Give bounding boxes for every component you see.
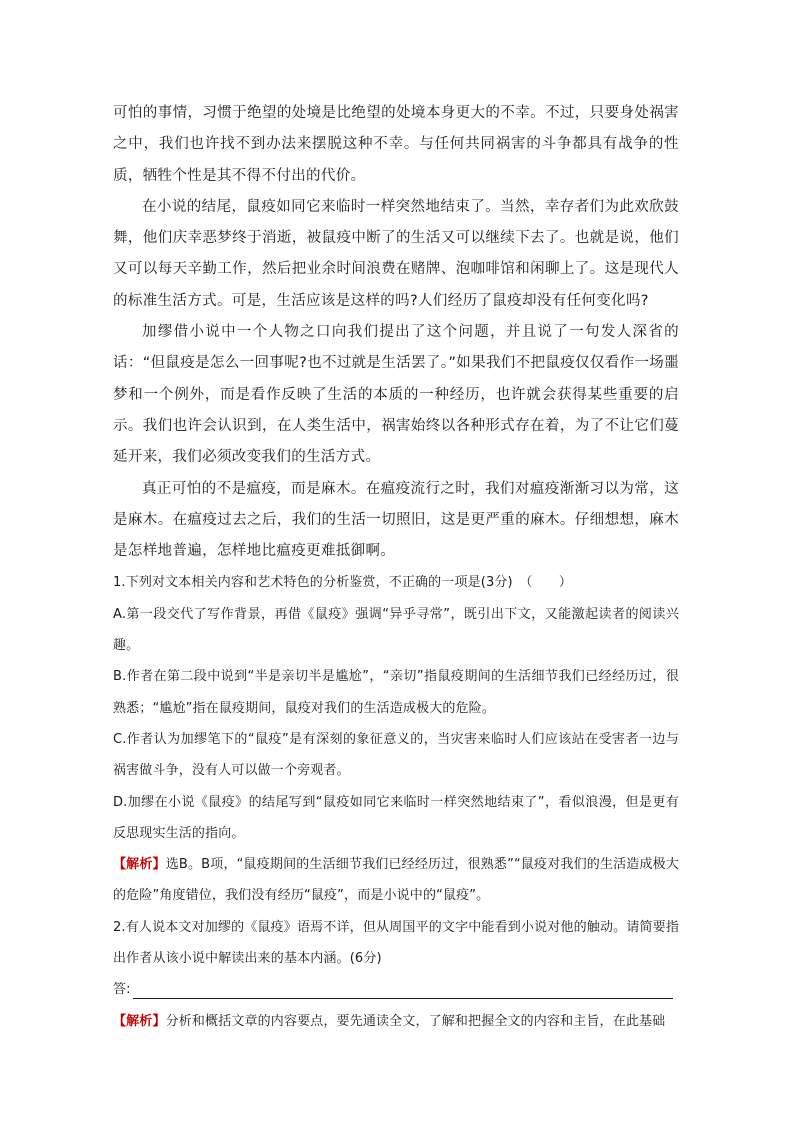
analysis-text: 选B。B项，“鼠疫期间的生活细节我们已经经历过，很熟悉”“鼠疫对我们的生活造成极大的危险”角度错位，我们没有经历“鼠疫”，而是小说中的“鼠疫”。 bbox=[113, 857, 679, 904]
article-paragraph-3: 加缪借小说中一个人物之口向我们提出了这个问题，并且说了一句发人深省的话：“但鼠疫是怎么一回事呢?也不过就是生活罢了。”如果我们不把鼠疫仅仅看作一场噩梦和一个例外，而是看作反映了生活的本质的一种经历，也许就会获得某些重要的启示。我们也许会认识到，在人类生活中，祸害始终以各种形式存在着，为了不让它们蔓延开来，我们必须改变我们的生活方式。 bbox=[113, 324, 679, 466]
document-body bbox=[113, 98, 679, 1037]
question-1-stem: 1.下列对文本相关内容和艺术特色的分析鉴赏，不正确的一项是(3分) （ ） bbox=[113, 575, 573, 591]
question-2-analysis bbox=[113, 1006, 679, 1037]
article-paragraph-1: 可怕的事情，习惯于绝望的处境是比绝望的处境本身更大的不幸。不过，只要身处祸害之中，我们也许找不到办法来摆脱这种不幸。与任何共同祸害的斗争都具有战争的性质，牺牲个性是其不得不付出的代价。 bbox=[113, 105, 679, 184]
article-paragraph-2: 在小说的结尾，鼠疫如同它来临时一样突然地结束了。当然，幸存者们为此欢欣鼓舞，他们庆幸恶梦终于消逝，被鼠疫中断了的生活又可以继续下去了。也就是说，他们又可以每天辛勤工作，然后把业余时间浪费在赌牌、泡咖啡馆和闲聊上了。这是现代人的标准生活方式。可是，生活应该是这样的吗?人们经历了鼠疫却没有任何变化吗? bbox=[113, 198, 679, 309]
analysis-tag: 【解析】 bbox=[113, 857, 166, 873]
article-paragraph-4: 真正可怕的不是瘟疫，而是麻木。在瘟疫流行之时，我们对瘟疫渐渐习以为常，这是麻木。在瘟疫过去之后，我们的生活一切照旧，这是更严重的麻木。仔细想想，麻木是怎样地普遍，怎样地比瘟疫更难抵御啊。 bbox=[113, 480, 679, 560]
question-1-option-c: C.作者认为加缪笔下的“鼠疫”是有深刻的象征意义的，当灾害来临时人们应该站在受害者一边与祸害做斗争，没有人可以做一个旁观者。 bbox=[113, 731, 679, 779]
question-1-option-d: D.加缪在小说《鼠疫》的结尾写到“鼠疫如同它来临时一样突然地结束了”，看似浪漫，但是更有反思现实生活的指向。 bbox=[113, 794, 679, 841]
question-1-option-a: A.第一段交代了写作背景，再借《鼠疫》强调“异乎寻常”，既引出下文，又能激起读者的阅读兴趣。 bbox=[113, 606, 679, 654]
question-1-analysis bbox=[113, 849, 679, 912]
question-1-option-b: B.作者在第二段中说到“半是亲切半是尴尬”，“亲切”指鼠疫期间的生活细节我们已经经历过，很熟悉；“尴尬”指在鼠疫期间，鼠疫对我们的生活造成极大的危险。 bbox=[113, 669, 679, 716]
analysis-tag: 【解析】 bbox=[113, 1013, 166, 1029]
question-2-answer-row bbox=[113, 974, 679, 1005]
question-2-stem: 2.有人说本文对加缪的《鼠疫》语焉不详，但从周国平的文字中能看到小说对他的触动。请简要指出作者从该小说中解读出来的基本内涵。(6分) bbox=[113, 919, 679, 967]
analysis-text: 分析和概括文章的内容要点，要先通读全文，了解和把握全文的内容和主旨，在此基础 bbox=[165, 1013, 666, 1029]
answer-label: 答: bbox=[113, 982, 131, 998]
answer-blank-line[interactable] bbox=[133, 978, 673, 999]
